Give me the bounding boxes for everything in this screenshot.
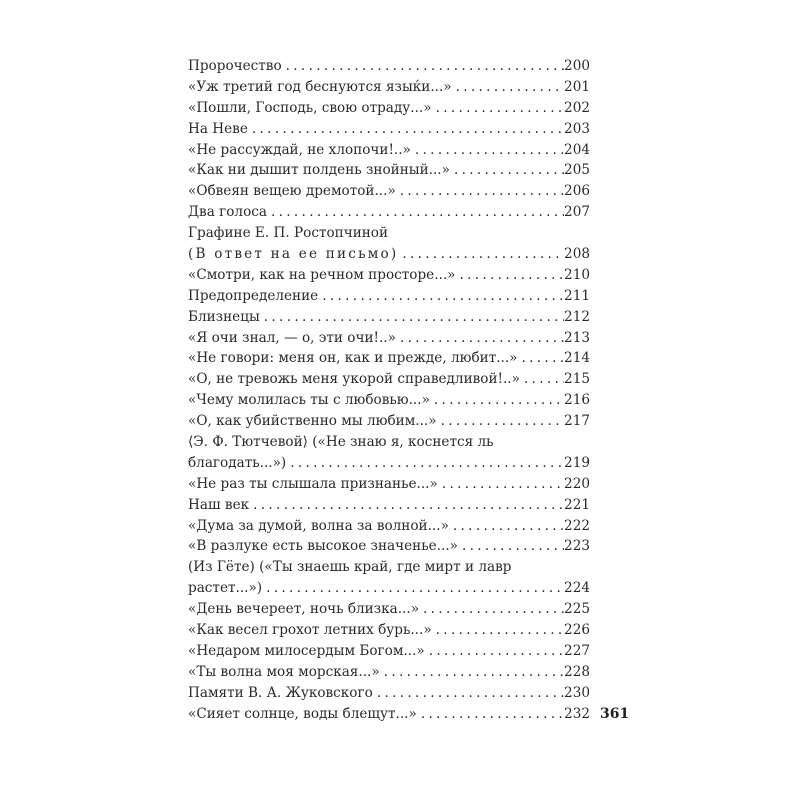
toc-entry <box>188 328 590 349</box>
dot-leader <box>266 578 564 599</box>
entry-page: 212 <box>564 308 590 325</box>
entry-page: 216 <box>564 392 590 409</box>
entry-title: «О, не тревожь меня укорой справедливой!..» <box>188 371 520 388</box>
entry-title: «В разлуке есть высокое значенье...» <box>188 538 458 555</box>
dot-leader <box>253 495 564 516</box>
entry-page: 223 <box>564 538 590 555</box>
entry-page: 225 <box>564 601 590 618</box>
entry-title: ⟨Э. Ф. Тютчевой⟩ («Не знаю я, коснется ль <box>188 434 494 451</box>
toc-entry <box>188 244 590 265</box>
toc-entry <box>188 286 590 307</box>
page-number: 361 <box>600 706 630 722</box>
dot-leader <box>377 683 564 704</box>
dot-leader <box>454 160 564 181</box>
entry-page: 232 <box>564 705 590 722</box>
dot-leader <box>252 119 564 140</box>
entry-page: 230 <box>564 684 590 701</box>
entry-title: (Из Гёте) («Ты знаешь край, где мирт и лавр <box>188 559 512 576</box>
dot-leader <box>421 704 564 725</box>
dot-leader <box>384 662 564 683</box>
entry-title: «Не говори: меня он, как и прежде, любит...» <box>188 350 518 367</box>
dot-leader <box>271 202 564 223</box>
entry-title: «Дума за думой, волна за волной...» <box>188 517 449 534</box>
dot-leader <box>429 641 564 662</box>
entry-page: 211 <box>564 287 590 304</box>
entry-page: 219 <box>564 454 590 471</box>
dot-leader <box>459 265 564 286</box>
toc-entry <box>188 140 590 161</box>
entry-title: На Неве <box>188 120 248 137</box>
toc-entry <box>188 704 590 725</box>
entry-page: 215 <box>564 371 590 388</box>
entry-title: «Уж третий год беснуются языќи...» <box>188 78 452 95</box>
toc-entry <box>188 641 590 662</box>
entry-title: Два голоса <box>188 204 267 221</box>
entry-page: 200 <box>564 58 590 74</box>
entry-page: 204 <box>564 141 590 158</box>
entry-page: 213 <box>564 329 590 346</box>
entry-title: «Как весел грохот летних бурь...» <box>188 622 432 639</box>
dot-leader <box>322 286 564 307</box>
toc-entry <box>188 474 590 495</box>
dot-leader <box>453 516 564 537</box>
toc-entry <box>188 495 590 516</box>
dot-leader <box>415 140 564 161</box>
entry-page: 220 <box>564 475 590 492</box>
entry-title: (В ответ на ее письмо) <box>188 246 399 263</box>
dot-leader <box>423 599 564 620</box>
toc-entry <box>188 77 590 98</box>
toc-entry <box>188 516 590 537</box>
entry-title: «О, как убийственно мы любим...» <box>188 413 437 430</box>
entry-title: «Обвеян вещею дремотой...» <box>188 183 396 200</box>
entry-page: 226 <box>564 622 590 639</box>
toc-entry <box>188 557 590 578</box>
entry-page: 221 <box>564 496 590 513</box>
entry-page: 228 <box>564 663 590 680</box>
toc-entry <box>188 683 590 704</box>
entry-page: 207 <box>564 204 590 221</box>
entry-page: 217 <box>564 413 590 430</box>
toc-entry <box>188 119 590 140</box>
entry-title: растет...») <box>188 580 263 597</box>
entry-title: Памяти В. А. Жуковского <box>188 684 373 701</box>
entry-page: 227 <box>564 642 590 659</box>
toc-entry <box>188 578 590 599</box>
dot-leader <box>290 453 564 474</box>
entry-title: «Пошли, Господь, свою отраду...» <box>188 99 432 116</box>
toc-entry <box>188 369 590 390</box>
entry-page: 206 <box>564 183 590 200</box>
entry-page: 224 <box>564 580 590 597</box>
dot-leader <box>522 348 565 369</box>
dot-leader <box>286 56 564 77</box>
toc-entry <box>188 223 590 244</box>
toc-entry <box>188 620 590 641</box>
toc-entry <box>188 390 590 411</box>
toc-entry <box>188 411 590 432</box>
entry-page: 208 <box>564 246 590 263</box>
entry-title: «Не рассуждай, не хлопочи!..» <box>188 141 411 158</box>
toc-entry <box>188 536 590 557</box>
entry-title: «Недаром милосердым Богом...» <box>188 642 425 659</box>
dot-leader <box>456 77 564 98</box>
toc-entry <box>188 307 590 328</box>
toc-entry <box>188 453 590 474</box>
toc-entry <box>188 160 590 181</box>
entry-page: 210 <box>564 266 590 283</box>
dot-leader <box>264 307 564 328</box>
entry-title: «Смотри, как на речном просторе...» <box>188 266 456 283</box>
entry-title: «Сияет солнце, воды блещут...» <box>188 705 417 722</box>
entry-title: «Чему молилась ты с любовью...» <box>188 392 430 409</box>
toc-entry <box>188 348 590 369</box>
dot-leader <box>400 328 564 349</box>
entry-page: 222 <box>564 517 590 534</box>
dot-leader <box>436 98 564 119</box>
toc-entry <box>188 181 590 202</box>
entry-title: благодать...») <box>188 454 287 471</box>
dot-leader <box>434 390 564 411</box>
dot-leader <box>402 244 564 265</box>
entry-title: Близнецы <box>188 308 260 325</box>
entry-title: Наш век <box>188 496 250 513</box>
entry-title: «Я очи знал, — о, эти очи!..» <box>188 329 396 346</box>
entry-page: 202 <box>564 99 590 116</box>
toc-entry <box>188 599 590 620</box>
toc-entry <box>188 265 590 286</box>
dot-leader <box>400 181 564 202</box>
toc-entry <box>188 98 590 119</box>
toc-entry <box>188 56 590 77</box>
entry-title: «Ты волна моя морская...» <box>188 663 380 680</box>
entry-page: 201 <box>564 78 590 95</box>
dot-leader <box>462 536 564 557</box>
entry-title: «День вечереет, ночь близка...» <box>188 601 420 618</box>
entry-title: «Не раз ты слышала признанье...» <box>188 475 438 492</box>
dot-leader <box>436 620 564 641</box>
toc-entry <box>188 432 590 453</box>
entry-page: 203 <box>564 120 590 137</box>
entry-title: Пророчество <box>188 58 282 74</box>
dot-leader <box>524 369 564 390</box>
table-of-contents <box>188 56 590 725</box>
dot-leader <box>442 474 564 495</box>
toc-entry <box>188 202 590 223</box>
entry-page: 205 <box>564 162 590 179</box>
entry-title: Предопределение <box>188 287 319 304</box>
entry-title: «Как ни дышит полдень знойный...» <box>188 162 450 179</box>
dot-leader <box>441 411 564 432</box>
toc-entry <box>188 662 590 683</box>
entry-title: Графине Е. П. Ростопчиной <box>188 225 389 242</box>
entry-page: 214 <box>564 350 590 367</box>
